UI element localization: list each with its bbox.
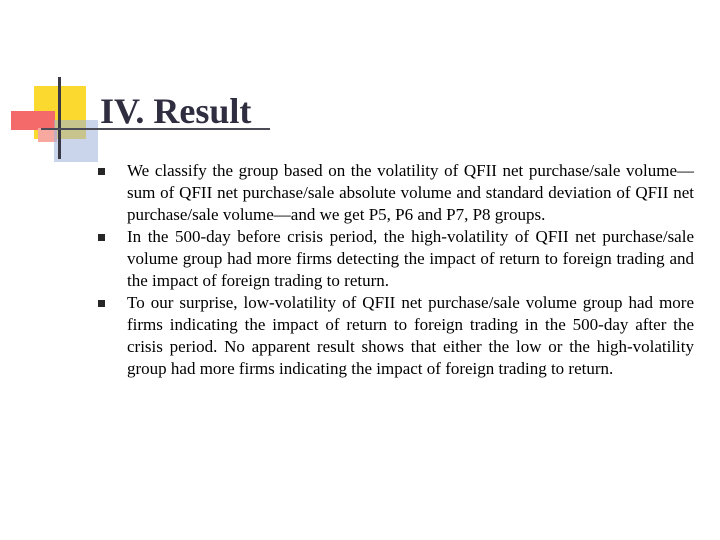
bullet-list [98,160,694,380]
square-bullet-icon [98,168,105,175]
bullet-item [98,226,694,292]
bullet-text: In the 500-day before crisis period, the high-volatility of QFII net purchase/sale volume group had more firms detecting the impact of return to foreign trading and the impact of foreign trading to return. [127,227,694,290]
square-bullet-icon [98,300,105,307]
bullet-item [98,160,694,226]
square-bullet-icon [98,234,105,241]
decorative-vertical-line [58,77,61,159]
bullet-text: To our surprise, low-volatility of QFII net purchase/sale volume group had more firms indicating the impact of return to foreign trading in the 500-day after the crisis period. No apparent result shows that either the low or the high-volatility group had more firms indicating the impact of foreign trading to return. [127,293,694,378]
slide-title: IV. Result [100,91,252,131]
bullet-item [98,292,694,380]
bullet-text: We classify the group based on the volatility of QFII net purchase/sale volume—sum of QFII net purchase/sale absolute volume and standard deviation of QFII net purchase/sale volume—and we get P5, P6 and P7, P8 groups. [127,161,694,224]
